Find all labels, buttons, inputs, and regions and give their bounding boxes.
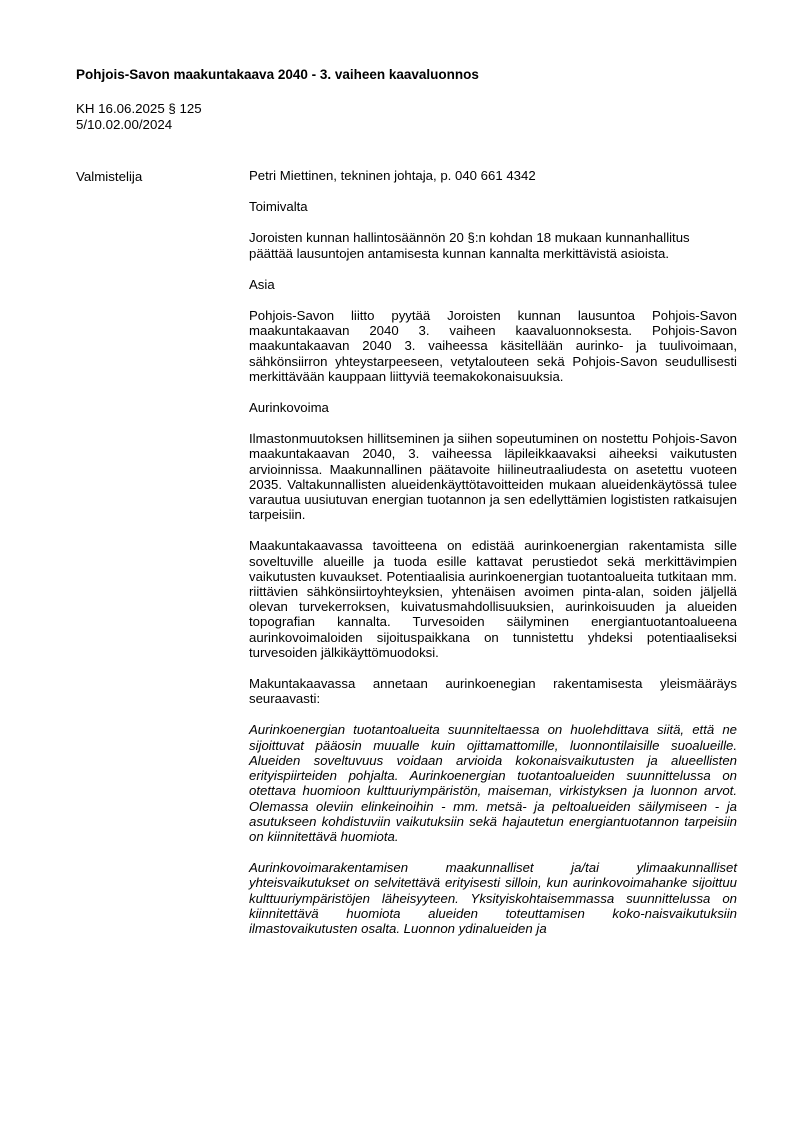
document-body	[249, 168, 737, 952]
heading-authority: Toimivalta	[249, 199, 308, 215]
paragraph-matter: Pohjois-Savon liitto pyytää Joroisten kunnan lausuntoa Pohjois-Savon maakuntakaavan 2040 3. vaiheen kaavaluonnoksesta. Pohjois-Savon maakuntakaavan 2040 3. vaiheessa käsitellään aurinko- ja tuulivoimaan, sähkönsiirron yhteystarpeeseen, vetytalouteen sekä Pohjois-Savon seudullisesti merkittävään kauppaan liittyviä teemakokonaisuuksia.	[249, 308, 737, 384]
paragraph-authority: Joroisten kunnan hallintosäännön 20 §:n kohdan 18 mukaan kunnanhallitus päättää lausuntojen antamisesta kunnan kannalta merkittävistä asioista.	[249, 230, 690, 261]
paragraph-solar-1: Ilmastonmuutoksen hillitseminen ja siihen sopeutuminen on nostettu Pohjois-Savon maakuntakaavan 2040, 3. vaiheessa läpileikkaavaksi aiheeksi vaikutusten arvioinnissa. Maakunnallinen päätavoite hiilineutraaliudesta on asetettu vuoteen 2035. Valtakunnallisten alueidenkäyttötavoitteiden mukaan alueidenkäytössä tulee varautua uusiutuvan energian tuotannon ja sen edellyttämien logististen ratkaisujen tarpeisiin.	[249, 431, 737, 523]
heading-matter: Asia	[249, 276, 275, 292]
meeting-reference: KH 16.06.2025 § 125	[76, 101, 202, 116]
paragraph-solar-3: Makuntakaavassa annetaan aurinkoenegian rakentamisesta yleismääräys seuraavasti:	[249, 676, 737, 707]
document-title: Pohjois-Savon maakuntakaava 2040 - 3. vaiheen kaavaluonnos	[76, 67, 479, 82]
preparer-value: Petri Miettinen, tekninen johtaja, p. 040 661 4342	[249, 168, 536, 183]
paragraph-solar-2: Maakuntakaavassa tavoitteena on edistää aurinkoenergian rakentamista sille soveltuville alueille ja tuoda esille kattavat perustiedot sekä merkittävimpien vaikutusten kuvaukset. Potentiaalisia aurinkoenergian tuotantoalueita tutkitaan mm. riittävien sähkönsiirtoyhteyksien, yhtenäisen avoimen pinta-alan, soiden jäljellä olevan turvekerroksen, kuivatusmahdollisuuksien, aurinkoisuuden ja alueiden topografian kannalta. Turvesoiden säilyminen energiantuotantoalueena aurinkovoimaloiden sijoituspaikkana on tunnistettu yhdeksi potentiaaliseksi turvesoiden jälkikäyttömuodoksi.	[249, 538, 737, 660]
paragraph-solar-quote-2: Aurinkovoimarakentamisen maakunnalliset ja/tai ylimaakunnalliset yhteisvaikutukset on selvitettävä erityisesti silloin, kun aurinkovoimahanke sijoittuu kulttuuriympäristöjen läheisyyteen. Yksityiskohtaisemmassa suunnittelussa on kiinnitettävä huomiota alueiden toteuttamisen koko-naisvaikutuksiin ilmastovaikutusten osalta. Luonnon ydinalueiden ja	[249, 860, 737, 936]
paragraph-solar-quote-1: Aurinkoenergian tuotantoalueita suunniteltaessa on huolehdittava siitä, että ne sijoittuvat pääosin muualle kuin ojittamattomille, luonnontilaisille suoalueille. Alueiden soveltuvuus voidaan arvioida kokonaisvaikutusten ja alueellisten erityispiirteiden pohjalta. Aurinkoenergian tuotantoalueiden suunnittelussa on otettava huomioon kulttuuriympäristön, maiseman, virkistyksen ja luonnon arvot. Olemassa oleviin elinkeinoihin - mm. metsä- ja peltoalueiden säilymiseen - ja asutukseen kohdistuviin vaikutuksiin sekä hajautetun energiantuotannon tarpeisiin on kiinnitettävä huomiota.	[249, 722, 737, 844]
preparer-label: Valmistelija	[76, 169, 143, 184]
record-number: 5/10.02.00/2024	[76, 117, 173, 132]
heading-solar: Aurinkovoima	[249, 400, 329, 416]
